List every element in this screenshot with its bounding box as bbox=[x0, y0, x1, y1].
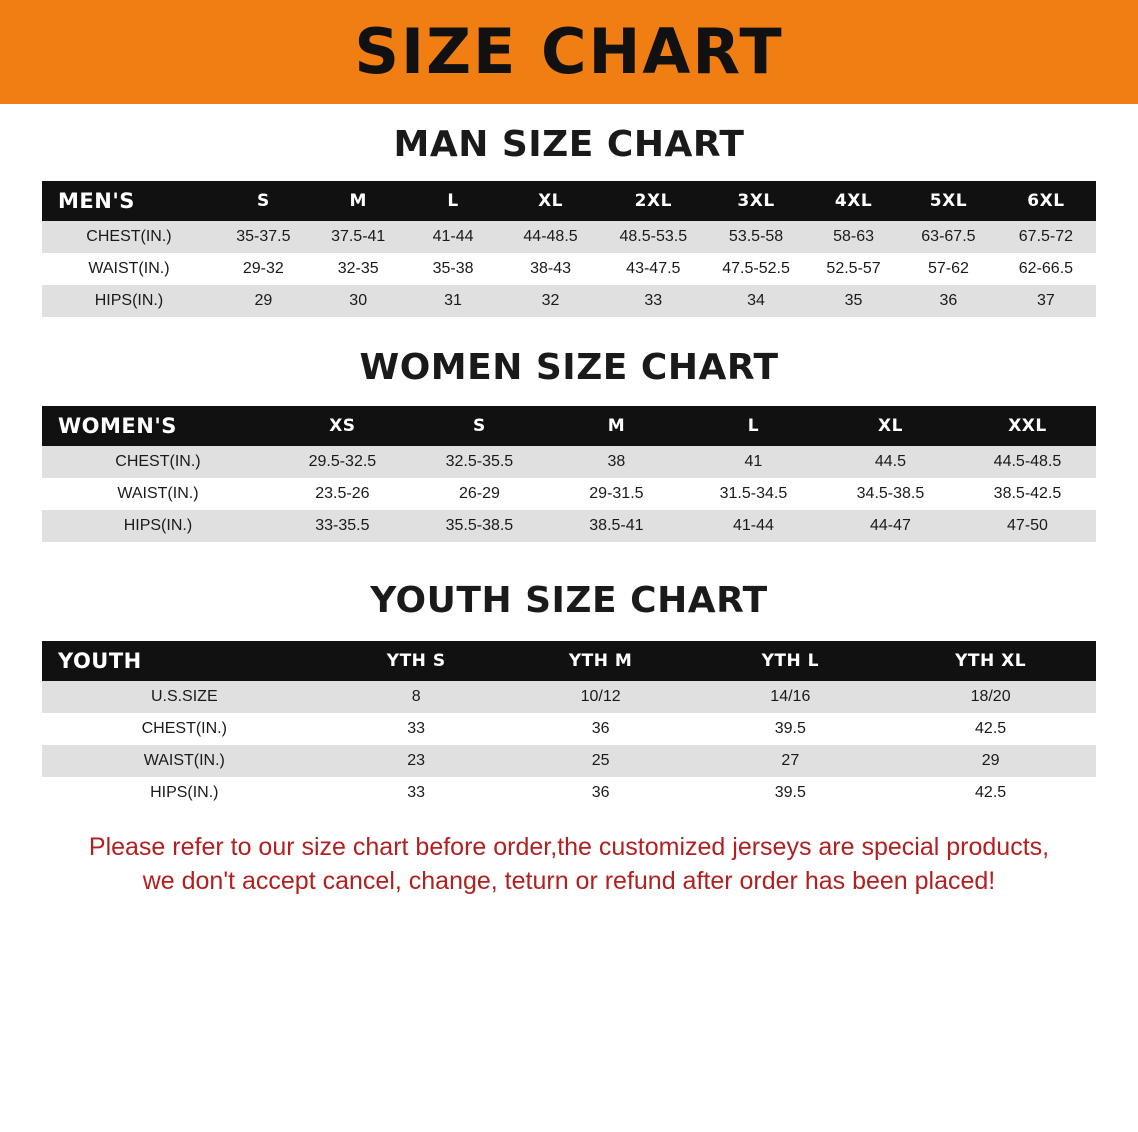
table-cell: 42.5 bbox=[885, 777, 1096, 809]
man-header-cell: 3XL bbox=[706, 181, 806, 221]
man-header-cell: MEN'S bbox=[42, 181, 216, 221]
man-section-title: MAN SIZE CHART bbox=[393, 124, 745, 165]
table-cell: 44.5 bbox=[822, 446, 959, 478]
table-cell: 57-62 bbox=[901, 253, 996, 285]
row-label: WAIST(IN.) bbox=[42, 478, 274, 510]
women-size-table bbox=[42, 406, 1096, 542]
table-cell: 38.5-41 bbox=[548, 510, 685, 542]
table-cell: 29-32 bbox=[216, 253, 311, 285]
row-label: HIPS(IN.) bbox=[42, 285, 216, 317]
table-cell: 25 bbox=[506, 745, 696, 777]
youth-header-cell: YTH M bbox=[506, 641, 696, 681]
table-cell: 41-44 bbox=[685, 510, 822, 542]
table-cell: 29.5-32.5 bbox=[274, 446, 411, 478]
table-row bbox=[42, 253, 1096, 285]
man-header-cell: 2XL bbox=[601, 181, 706, 221]
table-cell: 44-47 bbox=[822, 510, 959, 542]
row-label: WAIST(IN.) bbox=[42, 745, 327, 777]
table-cell: 33 bbox=[327, 777, 506, 809]
man-header-cell: 4XL bbox=[806, 181, 901, 221]
man-header-cell: M bbox=[311, 181, 406, 221]
youth-header-cell: YTH S bbox=[327, 641, 506, 681]
table-cell: 32-35 bbox=[311, 253, 406, 285]
table-row bbox=[42, 285, 1096, 317]
table-cell: 23 bbox=[327, 745, 506, 777]
table-cell: 34 bbox=[706, 285, 806, 317]
row-label: HIPS(IN.) bbox=[42, 777, 327, 809]
table-cell: 30 bbox=[311, 285, 406, 317]
table-cell: 26-29 bbox=[411, 478, 548, 510]
table-cell: 62-66.5 bbox=[996, 253, 1096, 285]
women-table-wrap bbox=[0, 406, 1138, 542]
women-table-header bbox=[42, 406, 1096, 446]
man-size-table bbox=[42, 181, 1096, 317]
row-label: CHEST(IN.) bbox=[42, 221, 216, 253]
man-header-cell: 5XL bbox=[901, 181, 996, 221]
table-cell: 43-47.5 bbox=[601, 253, 706, 285]
row-label: WAIST(IN.) bbox=[42, 253, 216, 285]
women-header-cell: WOMEN'S bbox=[42, 406, 274, 446]
table-row bbox=[42, 713, 1096, 745]
table-cell: 58-63 bbox=[806, 221, 901, 253]
table-cell: 32 bbox=[500, 285, 600, 317]
table-cell: 29 bbox=[885, 745, 1096, 777]
youth-header-cell: YTH L bbox=[695, 641, 885, 681]
table-cell: 29 bbox=[216, 285, 311, 317]
table-cell: 23.5-26 bbox=[274, 478, 411, 510]
table-row bbox=[42, 777, 1096, 809]
table-cell: 44-48.5 bbox=[500, 221, 600, 253]
disclaimer-line-1: Please refer to our size chart before order,the customized jerseys are special products, bbox=[88, 833, 1050, 861]
man-table-header bbox=[42, 181, 1096, 221]
table-row bbox=[42, 478, 1096, 510]
women-header-cell: XS bbox=[274, 406, 411, 446]
table-cell: 47.5-52.5 bbox=[706, 253, 806, 285]
table-row bbox=[42, 221, 1096, 253]
table-cell: 53.5-58 bbox=[706, 221, 806, 253]
youth-header-cell: YTH XL bbox=[885, 641, 1096, 681]
man-header-cell: L bbox=[406, 181, 501, 221]
man-header-cell: XL bbox=[500, 181, 600, 221]
table-cell: 48.5-53.5 bbox=[601, 221, 706, 253]
table-cell: 44.5-48.5 bbox=[959, 446, 1096, 478]
table-row bbox=[42, 681, 1096, 713]
table-cell: 38 bbox=[548, 446, 685, 478]
table-cell: 29-31.5 bbox=[548, 478, 685, 510]
man-header-cell: 6XL bbox=[996, 181, 1096, 221]
youth-size-table bbox=[42, 641, 1096, 809]
table-cell: 39.5 bbox=[695, 713, 885, 745]
table-cell: 27 bbox=[695, 745, 885, 777]
table-cell: 36 bbox=[506, 777, 696, 809]
table-cell: 8 bbox=[327, 681, 506, 713]
women-header-cell: S bbox=[411, 406, 548, 446]
table-cell: 34.5-38.5 bbox=[822, 478, 959, 510]
youth-table-header bbox=[42, 641, 1096, 681]
table-cell: 39.5 bbox=[695, 777, 885, 809]
man-header-cell: S bbox=[216, 181, 311, 221]
table-cell: 47-50 bbox=[959, 510, 1096, 542]
row-label: U.S.SIZE bbox=[42, 681, 327, 713]
women-header-cell: XL bbox=[822, 406, 959, 446]
table-row bbox=[42, 510, 1096, 542]
youth-header-cell: YOUTH bbox=[42, 641, 327, 681]
table-cell: 33 bbox=[601, 285, 706, 317]
table-cell: 67.5-72 bbox=[996, 221, 1096, 253]
table-cell: 37.5-41 bbox=[311, 221, 406, 253]
table-cell: 14/16 bbox=[695, 681, 885, 713]
women-header-cell: L bbox=[685, 406, 822, 446]
table-cell: 41 bbox=[685, 446, 822, 478]
table-cell: 42.5 bbox=[885, 713, 1096, 745]
table-cell: 18/20 bbox=[885, 681, 1096, 713]
table-cell: 33 bbox=[327, 713, 506, 745]
disclaimer-line-2: we don't accept cancel, change, teturn or refund after order has been placed! bbox=[142, 866, 996, 895]
table-cell: 32.5-35.5 bbox=[411, 446, 548, 478]
table-row bbox=[42, 745, 1096, 777]
table-cell: 41-44 bbox=[406, 221, 501, 253]
table-cell: 35-37.5 bbox=[216, 221, 311, 253]
table-cell: 63-67.5 bbox=[901, 221, 996, 253]
table-cell: 36 bbox=[901, 285, 996, 317]
women-header-cell: M bbox=[548, 406, 685, 446]
banner bbox=[0, 0, 1138, 104]
table-cell: 38-43 bbox=[500, 253, 600, 285]
table-cell: 35 bbox=[806, 285, 901, 317]
table-cell: 10/12 bbox=[506, 681, 696, 713]
table-cell: 31 bbox=[406, 285, 501, 317]
table-cell: 31.5-34.5 bbox=[685, 478, 822, 510]
row-label: CHEST(IN.) bbox=[42, 713, 327, 745]
women-header-cell: XXL bbox=[959, 406, 1096, 446]
table-cell: 37 bbox=[996, 285, 1096, 317]
disclaimer-note bbox=[36, 831, 1102, 899]
table-cell: 36 bbox=[506, 713, 696, 745]
women-section-title: WOMEN SIZE CHART bbox=[359, 347, 779, 388]
table-cell: 38.5-42.5 bbox=[959, 478, 1096, 510]
man-table-wrap bbox=[0, 181, 1138, 317]
page-title: SIZE CHART bbox=[354, 15, 784, 88]
table-cell: 33-35.5 bbox=[274, 510, 411, 542]
youth-table-wrap bbox=[0, 641, 1138, 809]
row-label: HIPS(IN.) bbox=[42, 510, 274, 542]
table-cell: 35.5-38.5 bbox=[411, 510, 548, 542]
youth-section-title: YOUTH SIZE CHART bbox=[370, 580, 768, 621]
table-row bbox=[42, 446, 1096, 478]
row-label: CHEST(IN.) bbox=[42, 446, 274, 478]
table-cell: 52.5-57 bbox=[806, 253, 901, 285]
table-cell: 35-38 bbox=[406, 253, 501, 285]
